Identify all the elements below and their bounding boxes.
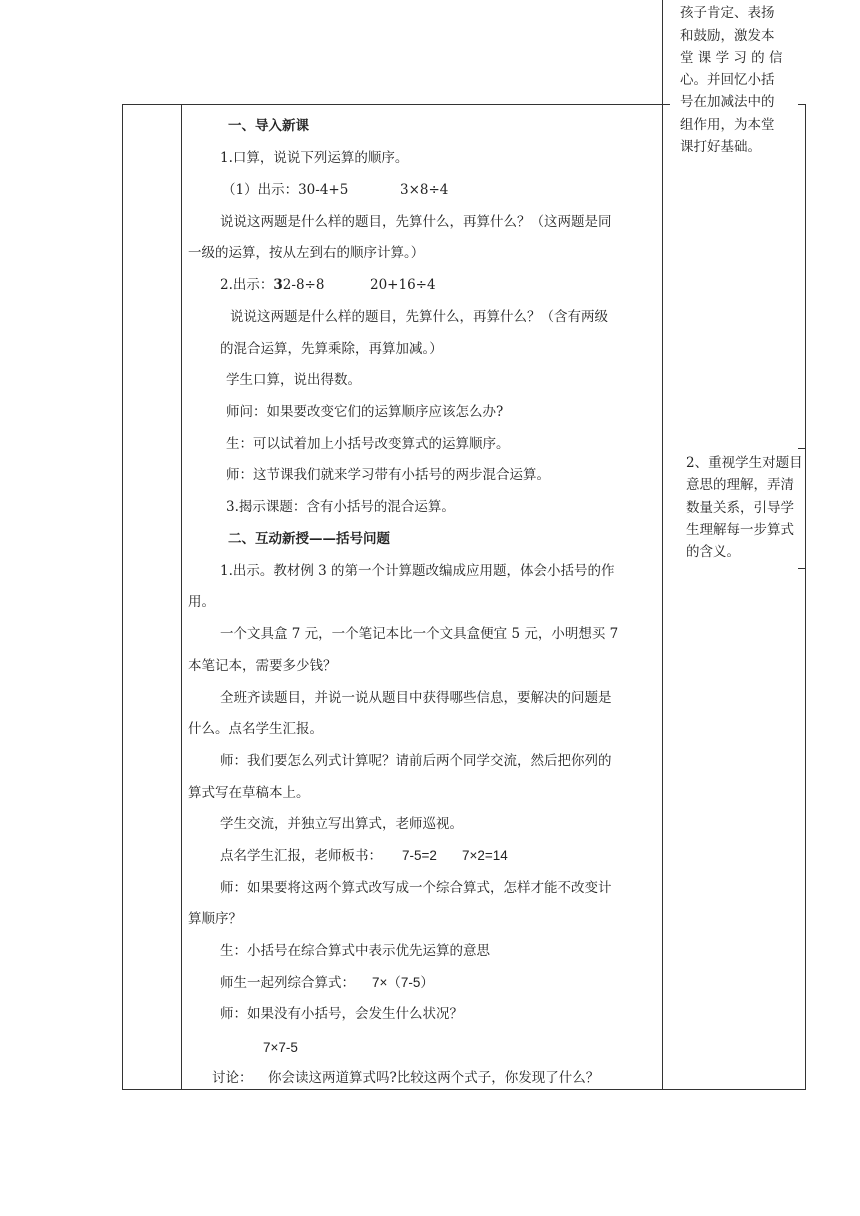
paragraph: 师：如果要将这两个算式改写成一个综合算式，怎样才能不改变计 <box>220 880 612 896</box>
bracket-mark-top <box>798 104 806 105</box>
formula: 20+16÷4 <box>370 277 436 293</box>
paragraph: 生：小括号在综合算式中表示优先运算的意思 <box>220 943 490 959</box>
paragraph: 1.出示。教材例 3 的第一个计算题改编成应用题，体会小括号的作 <box>220 563 615 579</box>
table-column-divider <box>181 104 182 1090</box>
paragraph: 师问：如果要改变它们的运算顺序应该怎么办? <box>226 404 504 420</box>
formula: 3×8÷4 <box>400 182 449 198</box>
paragraph: 学生口算，说出得数。 <box>226 372 361 388</box>
side-note-line: 生理解每一步算式 <box>686 522 794 538</box>
formula: 2-8÷8 <box>282 277 325 293</box>
side-note-line: 号在加减法中的 <box>680 94 775 110</box>
paragraph: 说说这两题是什么样的题目，先算什么，再算什么？（这两题是同 <box>220 214 612 230</box>
paragraph: 什么。点名学生汇报。 <box>188 721 323 737</box>
paragraph-prefix: 2.出示： <box>220 277 274 293</box>
paragraph: 算顺序？ <box>188 911 242 927</box>
formula: 7×（7-5） <box>372 975 434 990</box>
paragraph: 1.口算，说说下列运算的顺序。 <box>220 150 409 166</box>
side-note-line: 课打好基础。 <box>680 139 761 155</box>
paragraph: 生：可以试着加上小括号改变算式的运算顺序。 <box>226 436 510 452</box>
formula: 7×2=14 <box>462 848 508 863</box>
paragraph: 本笔记本，需要多少钱？ <box>188 658 337 674</box>
paragraph: （1）出示：30-4+5 <box>222 182 349 198</box>
paragraph: 的混合运算，先算乘除，再算加减。） <box>220 341 443 357</box>
side-note-line: 堂 课 学 习 的 信 <box>680 50 783 66</box>
bold-digit: 3 <box>273 277 283 293</box>
paragraph: 点名学生汇报，老师板书： <box>220 848 382 864</box>
table-left-border <box>122 104 123 1090</box>
paragraph: 一级的运算，按从左到右的顺序计算。） <box>188 245 425 261</box>
paragraph: 一个文具盒 7 元，一个笔记本比一个文具盒便宜 5 元，小明想买 7 <box>220 626 619 642</box>
table-right-border <box>805 104 806 1090</box>
bracket-mark-left-top <box>662 104 670 105</box>
paragraph: 全班齐读题目，并说一说从题目中获得哪些信息，要解决的问题是 <box>220 690 612 706</box>
side-note-line: 2、重视学生对题目 <box>686 455 803 471</box>
paragraph: 师：如果没有小括号，会发生什么状况？ <box>220 1006 463 1022</box>
paragraph: 3.揭示课题：含有小括号的混合运算。 <box>226 499 455 515</box>
paragraph: 讨论： <box>212 1070 253 1086</box>
paragraph: 你会读这两道算式吗?比较这两个式子，你发现了什么？ <box>268 1070 600 1086</box>
formula: 7-5=2 <box>402 848 437 863</box>
section-title-intro: 一、导入新课 <box>228 118 309 134</box>
paragraph: 算式写在草稿本上。 <box>188 785 310 801</box>
table-bottom-border <box>122 1089 806 1090</box>
formula: 7×7-5 <box>263 1040 298 1055</box>
side-note-line: 的含义。 <box>686 544 740 560</box>
section-title-new-lesson: 二、互动新授——括号问题 <box>228 531 390 547</box>
side-note-line: 心。并回忆小括 <box>680 72 775 88</box>
side-note-line: 组作用，为本堂 <box>680 117 775 133</box>
bracket-mark-mid-a <box>798 448 806 449</box>
side-note-line: 数量关系，引导学 <box>686 500 794 516</box>
table-content-divider <box>662 0 663 1090</box>
side-note-line: 孩子肯定、表扬 <box>680 5 775 21</box>
side-note-line: 和鼓励，激发本 <box>680 28 775 44</box>
paragraph: 说说这两题是什么样的题目，先算什么，再算什么？（含有两级 <box>230 309 608 325</box>
side-note-line: 意思的理解，弄清 <box>686 477 794 493</box>
bracket-mark-mid-b <box>798 568 806 569</box>
paragraph: 用。 <box>188 594 215 610</box>
paragraph: 师：这节课我们就来学习带有小括号的两步混合运算。 <box>226 467 550 483</box>
paragraph: 学生交流，并独立写出算式，老师巡视。 <box>220 816 463 832</box>
table-top-border <box>122 104 663 105</box>
paragraph: 师：我们要怎么列式计算呢？请前后两个同学交流，然后把你列的 <box>220 753 612 769</box>
paragraph: 师生一起列综合算式： <box>220 975 355 991</box>
paragraph <box>220 275 324 295</box>
